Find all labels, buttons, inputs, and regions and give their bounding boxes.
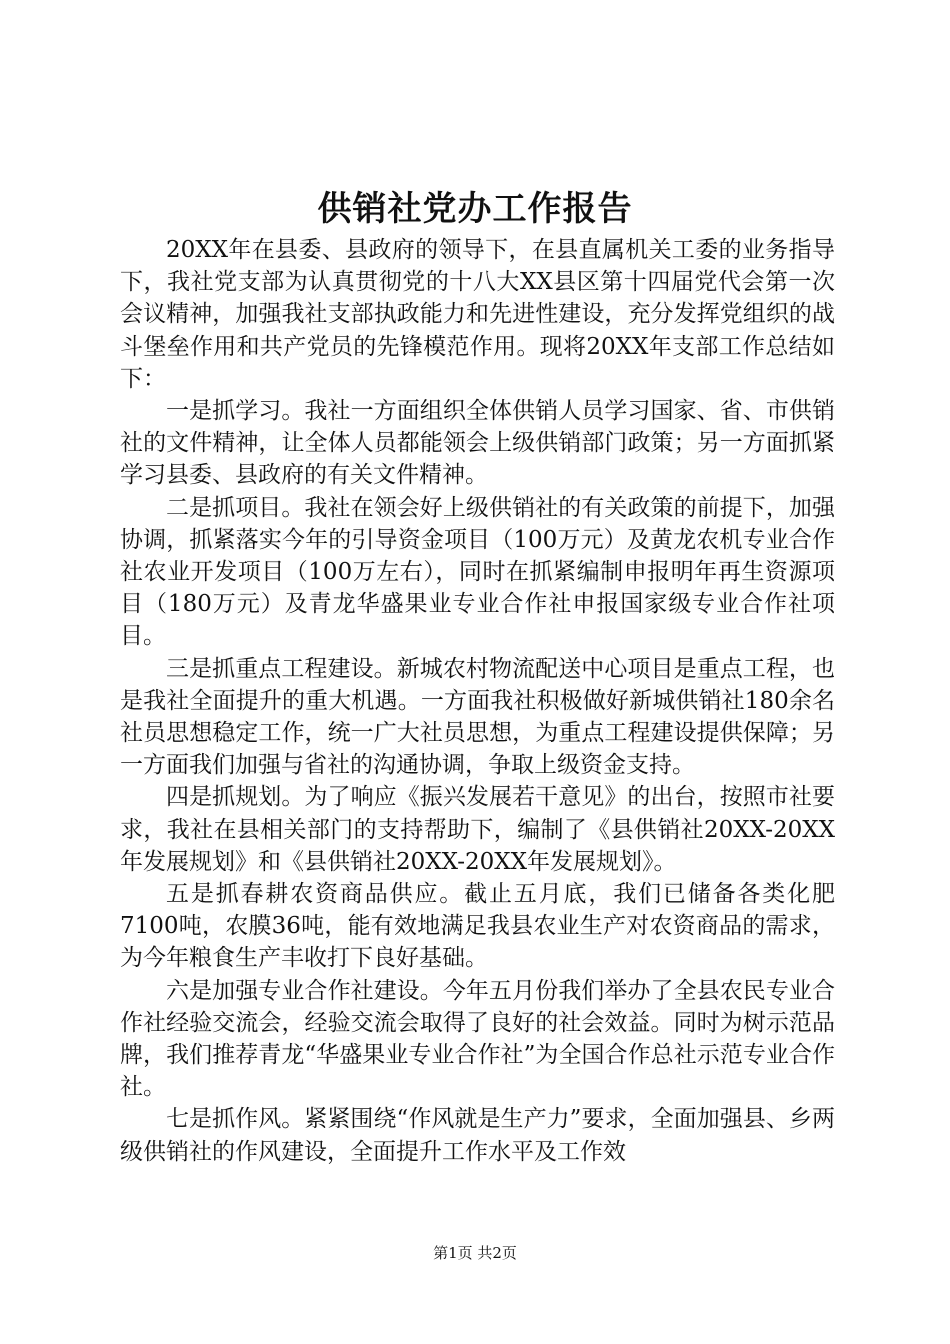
paragraph-intro: 20XX年在县委、县政府的领导下，在县直属机关工委的业务指导下，我社党支部为认真贯彻党的十八大XX县区第十四届党代会第一次会议精神，加强我社支部执政能力和先进性建设，充分发挥党组织的战斗堡垒作用和共产党员的先锋模范作用。现将20XX年支部工作总结如下：	[120, 237, 835, 392]
paragraph-key-projects: 三是抓重点工程建设。新城农村物流配送中心项目是重点工程，也是我社全面提升的重大机遇。一方面我社积极做好新城供销社180余名社员思想稳定工作，统一广大社员思想，为重点工程建设提供保障；另一方面我们加强与省社的沟通协调，争取上级资金支持。	[120, 655, 835, 779]
paragraph-study: 一是抓学习。我社一方面组织全体供销人员学习国家、省、市供销社的文件精神，让全体人员都能领会上级供销部门政策；另一方面抓紧学习县委、县政府的有关文件精神。	[120, 398, 835, 489]
paragraph-projects: 二是抓项目。我社在领会好上级供销社的有关政策的前提下，加强协调，抓紧落实今年的引导资金项目（100万元）及黄龙农机专业合作社农业开发项目（100万左右），同时在抓紧编制申报明年再生资源项目（180万元）及青龙华盛果业专业合作社申报国家级专业合作社项目。	[120, 494, 835, 650]
document-body	[120, 234, 835, 1168]
paragraph-planning: 四是抓规划。为了响应《振兴发展若干意见》的出台，按照市社要求，我社在县相关部门的支持帮助下，编制了《县供销社20XX-20XX年发展规划》和《县供销社20XX-20XX年发展规划》。	[120, 784, 835, 875]
paragraph-spring-supply: 五是抓春耕农资商品供应。截止五月底，我们已储备各类化肥7100吨，农膜36吨，能有效地满足我县农业生产对农资商品的需求，为今年粮食生产丰收打下良好基础。	[120, 881, 835, 972]
paragraph-work-style: 七是抓作风。紧紧围绕“作风就是生产力”要求，全面加强县、乡两级供销社的作风建设，全面提升工作水平及工作效	[120, 1106, 835, 1165]
document-title: 供销社党办工作报告	[317, 189, 633, 229]
page-number: 第1页 共2页	[433, 1244, 517, 1262]
paragraph-cooperatives: 六是加强专业合作社建设。今年五月份我们举办了全县农民专业合作社经验交流会，经验交流会取得了良好的社会效益。同时为树示范品牌，我们推荐青龙“华盛果业专业合作社”为全国合作总社示范专业合作社。	[120, 977, 835, 1101]
